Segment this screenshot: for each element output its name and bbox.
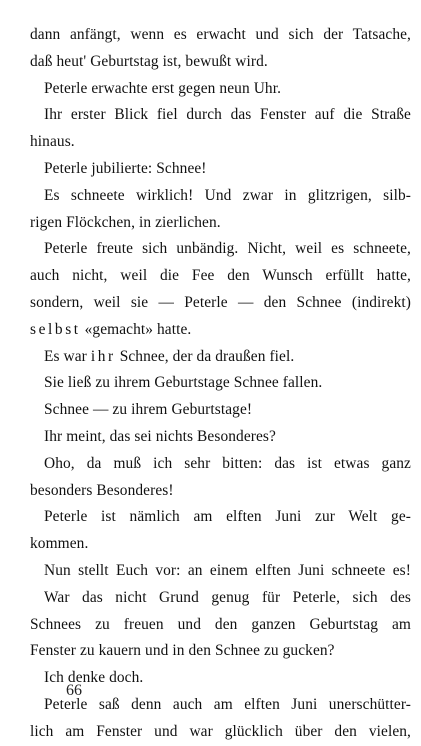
text-line xyxy=(30,370,411,397)
text-line xyxy=(30,692,411,719)
page-number: 66 xyxy=(66,682,82,699)
text-line xyxy=(30,263,411,290)
line-text: Ich denke doch. xyxy=(44,669,144,687)
line-text: Oho, da muß ich sehr bitten: das ist etwas ganz xyxy=(44,454,411,472)
text-line xyxy=(30,638,411,665)
text-line xyxy=(30,719,411,746)
text-line xyxy=(30,504,411,531)
text-line xyxy=(30,76,411,103)
text-line xyxy=(30,290,411,317)
line-text: rigen Flöckchen, in zierlichen. xyxy=(30,213,221,231)
line-text: auch nicht, weil die Fee den Wunsch erfüllt hatte, xyxy=(30,267,411,285)
text-line xyxy=(30,129,411,156)
line-text: Peterle ist nämlich am elften Juni zur Welt ge- xyxy=(44,508,411,526)
line-text: Ihr erster Blick fiel durch das Fenster auf die Straße xyxy=(44,106,411,124)
text-line xyxy=(30,102,411,129)
text-line xyxy=(30,612,411,639)
line-text: Es schneete wirklich! Und zwar in glitzrigen, silb- xyxy=(44,186,411,204)
line-text: Schnees zu freuen und den ganzen Geburtstag am xyxy=(30,615,411,633)
line-text: sondern, weil sie — Peterle — den Schnee (indirekt) xyxy=(30,293,411,311)
line-text: Peterle jubilierte: Schnee! xyxy=(44,159,207,177)
line-text: «gemacht» hatte. xyxy=(80,320,192,338)
text-line xyxy=(30,183,411,210)
text-line xyxy=(30,424,411,451)
line-text: Peterle freute sich unbändig. Nicht, weil es schneete, xyxy=(44,240,411,258)
line-text: Schnee, der da draußen fiel. xyxy=(115,347,295,365)
line-text: Sie ließ zu ihrem Geburtstage Schnee fallen. xyxy=(44,374,323,392)
emphasized-word: ihr xyxy=(90,347,116,365)
text-line xyxy=(30,236,411,263)
text-line xyxy=(30,49,411,76)
text-line xyxy=(30,531,411,558)
text-line xyxy=(30,317,411,344)
emphasized-word: selbst xyxy=(30,320,81,338)
line-text: lich am Fenster und war glücklich über den vielen, xyxy=(30,722,411,740)
text-line xyxy=(30,22,411,49)
line-text: Nun stellt Euch vor: an einem elften Juni schneete es! xyxy=(44,561,411,579)
line-text: Peterle erwachte erst gegen neun Uhr. xyxy=(44,79,282,97)
line-text: Fenster zu kauern und in den Schnee zu gucken? xyxy=(30,642,335,660)
line-text: kommen. xyxy=(30,535,89,553)
text-line xyxy=(30,451,411,478)
body-text xyxy=(30,22,411,746)
line-text: besonders Besonderes! xyxy=(30,481,174,499)
line-text: Peterle saß denn auch am elften Juni unerschütter- xyxy=(44,695,411,713)
line-text: Schnee — zu ihrem Geburtstage! xyxy=(44,401,253,419)
line-prefix: Es war xyxy=(44,347,91,365)
text-line xyxy=(30,156,411,183)
text-line xyxy=(30,210,411,237)
line-text: Ihr meint, das sei nichts Besonderes? xyxy=(44,427,276,445)
line-text: dann anfängt, wenn es erwacht und sich der Tatsache, xyxy=(30,26,411,43)
text-line xyxy=(30,665,411,692)
line-text: hinaus. xyxy=(30,133,75,151)
line-text: War das nicht Grund genug für Peterle, sich des xyxy=(44,588,411,606)
line-text: daß heut' Geburtstag ist, bewußt wird. xyxy=(30,52,268,70)
text-line xyxy=(30,478,411,505)
text-line xyxy=(30,344,411,371)
text-line xyxy=(30,397,411,424)
text-line xyxy=(30,585,411,612)
text-line xyxy=(30,558,411,585)
